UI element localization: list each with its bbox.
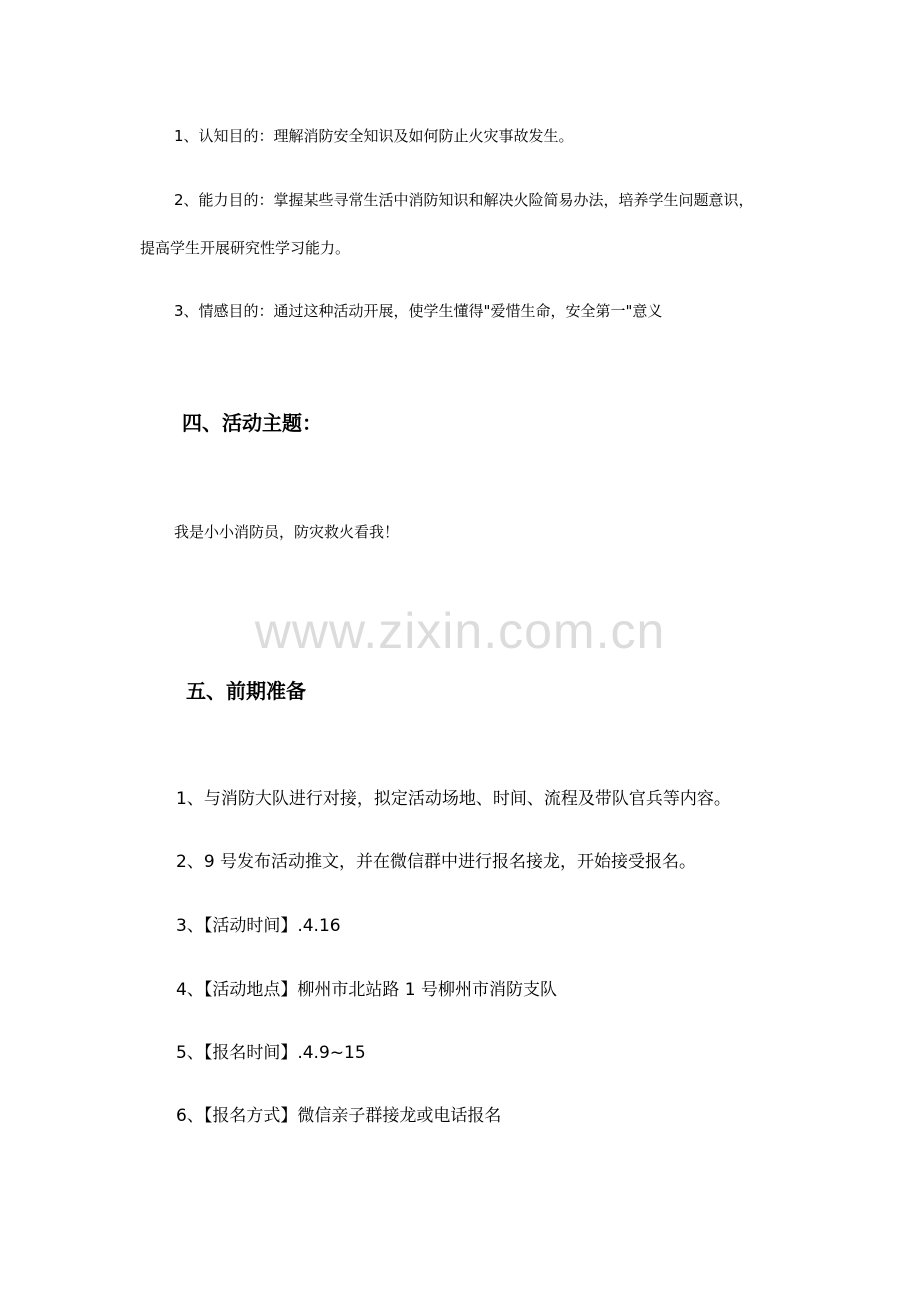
prep-item-4: 4、【活动地点】柳州市北站路 1 号柳州市消防支队	[176, 980, 557, 1000]
section-5-heading: 五、前期准备	[186, 679, 306, 703]
activity-theme: 我是小小消防员，防灾救火看我！	[174, 523, 400, 541]
goal-item-2-line-2: 提高学生开展研究性学习能力。	[140, 239, 351, 257]
watermark: www.zixin.com.cn	[254, 603, 666, 659]
prep-item-6: 6、【报名方式】微信亲子群接龙或电话报名	[176, 1106, 502, 1126]
goal-item-3: 3、情感目的：通过这种活动开展，使学生懂得"爱惜生命，安全第一"意义	[174, 302, 663, 320]
goal-item-2-line-1: 2、能力目的：掌握某些寻常生活中消防知识和解决火险简易办法，培养学生问题意识，	[174, 191, 754, 209]
section-4-heading: 四、活动主题：	[182, 411, 322, 435]
prep-item-1: 1、与消防大队进行对接，拟定活动场地、时间、流程及带队官兵等内容。	[176, 789, 731, 809]
prep-item-3: 3、【活动时间】.4.16	[176, 916, 341, 936]
prep-item-2: 2、9 号发布活动推文，并在微信群中进行报名接龙，开始接受报名。	[176, 852, 697, 872]
goal-item-1: 1、认知目的：理解消防安全知识及如何防止火灾事故发生。	[174, 127, 574, 145]
prep-item-5: 5、【报名时间】.4.9~15	[176, 1043, 366, 1063]
